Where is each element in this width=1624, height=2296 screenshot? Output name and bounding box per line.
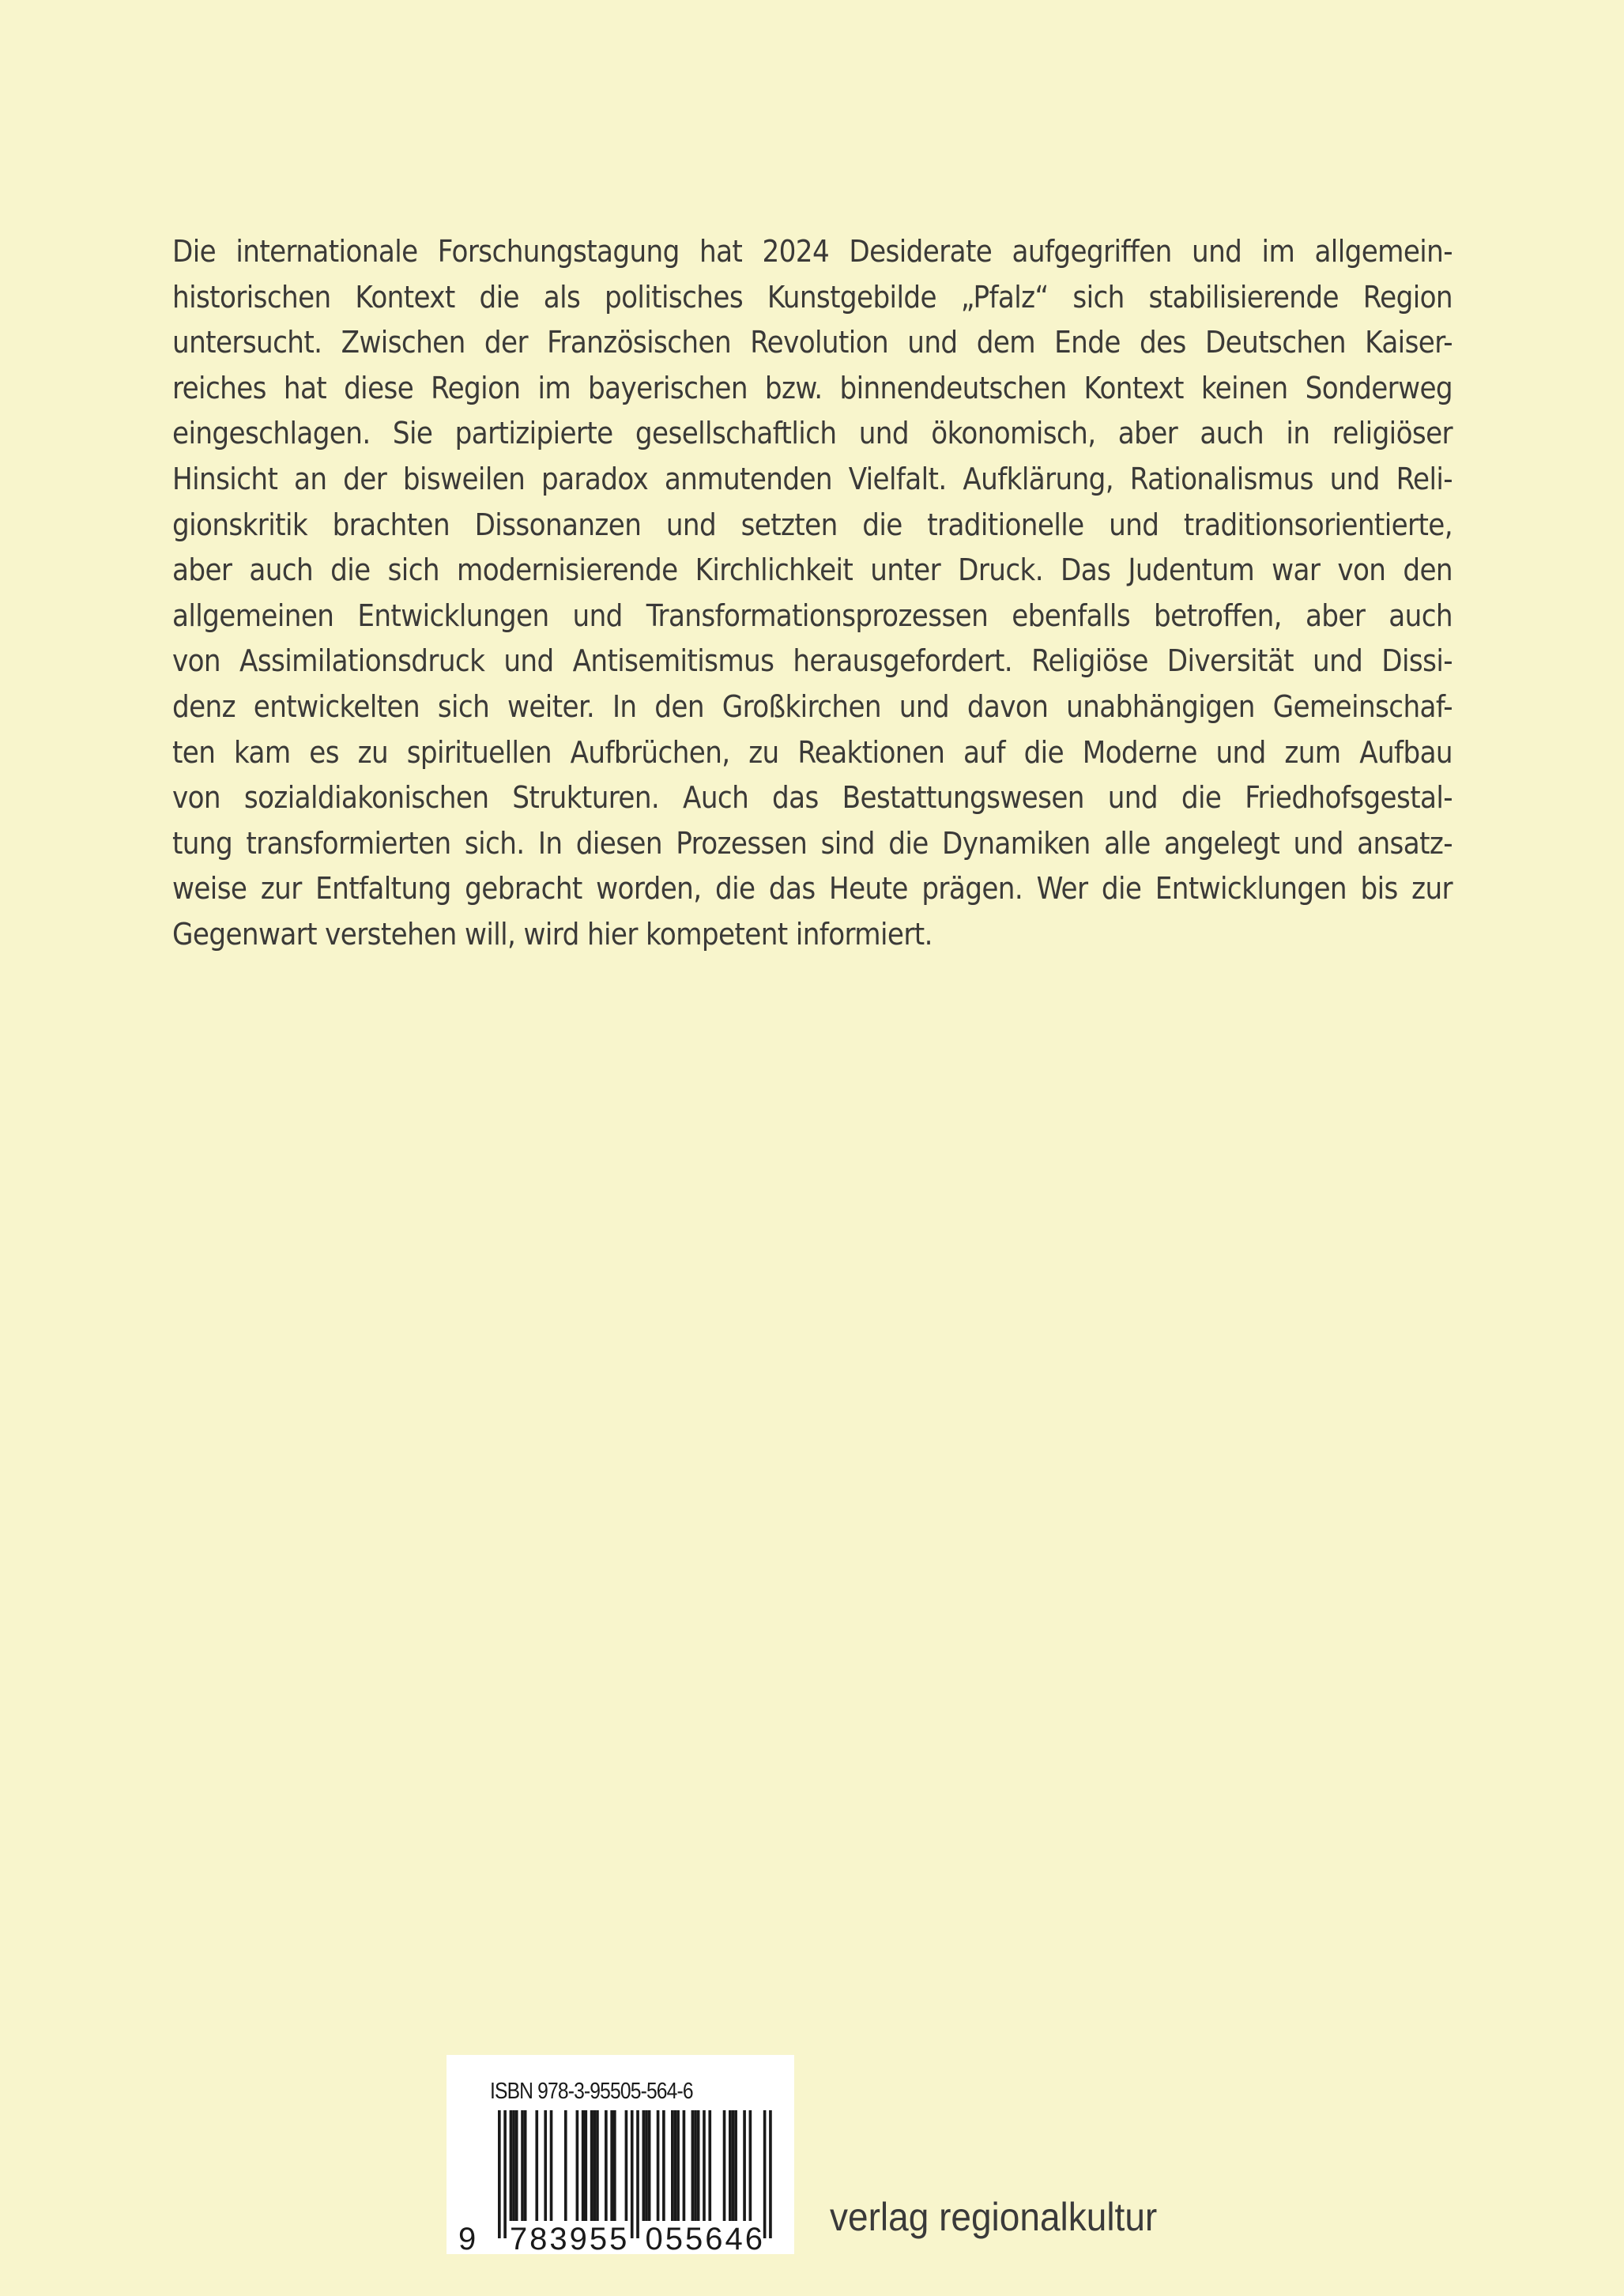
barcode-bar	[734, 2110, 737, 2221]
barcode-bar	[596, 2110, 599, 2221]
barcode-bar	[662, 2110, 665, 2221]
blurb-line: reiches hat diese Region im bayerischen bzw. binnendeutschen Kontext keinen Sonderweg	[172, 370, 1453, 405]
blurb-line: denz entwickelten sich weiter. In den Großkirchen und davon unabhängigen Gemeinschaf-	[172, 688, 1453, 724]
blurb-line: eingeschlagen. Sie partizipierte gesellschaftlich und ökonomisch, aber auch in religiöser	[172, 416, 1453, 451]
blurb-line: tung transformierten sich. In diesen Prozessen sind die Dynamiken alle angelegt und ansatz-	[172, 825, 1453, 861]
barcode-bar	[723, 2110, 726, 2221]
barcode-digits: 9	[458, 2222, 479, 2254]
barcode-digits: 783955	[509, 2222, 630, 2254]
blurb-line: aber auch die sich modernisierende Kirchlichkeit unter Druck. Das Judentum war von den	[172, 552, 1453, 588]
barcode-bar	[625, 2110, 628, 2221]
blurb-line: allgemeinen Entwicklungen und Transformationsprozessen ebenfalls betroffen, aber auch	[172, 598, 1453, 633]
blurb-line: historischen Kontext die als politisches Kunstgebilde „Pfalz“ sich stabilisierende Region	[172, 279, 1453, 315]
barcode-bar	[729, 2110, 732, 2221]
barcode-bar	[676, 2110, 680, 2221]
barcode-bar	[645, 2110, 648, 2221]
barcode-bar	[544, 2110, 547, 2221]
blurb-line: ten kam es zu spirituellen Aufbrüchen, zu Reaktionen auf die Moderne und zum Aufbau	[172, 734, 1453, 770]
barcode-bar	[763, 2110, 767, 2238]
barcode-bar	[697, 2110, 700, 2221]
blurb-line: von sozialdiakonischen Strukturen. Auch das Bestattungswesen und die Friedhofsgestal-	[172, 780, 1453, 816]
barcode-bar	[585, 2110, 588, 2221]
barcode-bar	[671, 2110, 674, 2221]
barcode-bar	[631, 2110, 634, 2238]
barcode-bar	[657, 2110, 660, 2221]
blurb-line: gionskritik brachten Dissonanzen und setzten die traditionelle und traditionsorientierte,	[172, 507, 1453, 542]
barcode-bar	[510, 2110, 513, 2221]
barcode-bar	[610, 2110, 613, 2221]
barcode-bar	[732, 2110, 735, 2221]
barcode-bar	[769, 2110, 772, 2238]
barcode-bar	[512, 2110, 515, 2221]
barcode-bars	[447, 2055, 794, 2254]
barcode-bar	[642, 2110, 646, 2221]
blurb-line: von Assimilationsdruck und Antisemitismus herausgefordert. Religiöse Diversität und Dissi-	[172, 643, 1453, 679]
barcode-bar	[503, 2110, 507, 2238]
barcode-bar	[691, 2110, 695, 2221]
isbn-barcode	[447, 2055, 794, 2254]
barcode-bar	[749, 2110, 752, 2221]
publisher-name: verlag regionalkultur	[830, 2195, 1158, 2239]
barcode-bar	[694, 2110, 697, 2221]
barcode-bar	[648, 2110, 651, 2221]
barcode-bar	[498, 2110, 501, 2238]
barcode-bar	[521, 2110, 524, 2221]
barcode-bar	[590, 2110, 593, 2221]
blurb-line: Hinsicht an der bisweilen paradox anmutenden Vielfalt. Aufklärung, Rationalismus und Reli-	[172, 461, 1453, 496]
blurb-line: Die internationale Forschungstagung hat 2024 Desiderate aufgegriffen und im allgemein-	[172, 234, 1453, 269]
barcode-bar	[564, 2110, 567, 2221]
barcode-bar	[605, 2110, 608, 2221]
barcode-bar	[613, 2110, 616, 2221]
barcode-bar	[515, 2110, 518, 2221]
blurb-line: untersucht. Zwischen der Französischen Revolution und dem Ende des Deutschen Kaiser-	[172, 325, 1453, 360]
barcode-bar	[708, 2110, 711, 2221]
isbn-label: ISBN 978-3-95505-564-6	[490, 2079, 693, 2104]
barcode-bar	[550, 2110, 553, 2221]
blurb-line: weise zur Entfaltung gebracht worden, die das Heute prägen. Wer die Entwicklungen bis zur	[172, 871, 1453, 907]
barcode-bar	[674, 2110, 677, 2221]
barcode-bar	[576, 2110, 579, 2221]
barcode-bar	[593, 2110, 596, 2221]
barcode-bar	[683, 2110, 686, 2221]
barcode-bar	[582, 2110, 585, 2221]
barcode-digits: 055646	[645, 2222, 765, 2254]
back-cover-blurb	[172, 229, 1453, 958]
barcode-bar	[535, 2110, 538, 2221]
barcode-bar	[636, 2110, 639, 2238]
barcode-bar	[703, 2110, 706, 2221]
barcode-bar	[743, 2110, 746, 2221]
barcode-bar	[524, 2110, 527, 2221]
blurb-line: Gegenwart verstehen will, wird hier kompetent informiert.	[172, 916, 933, 952]
